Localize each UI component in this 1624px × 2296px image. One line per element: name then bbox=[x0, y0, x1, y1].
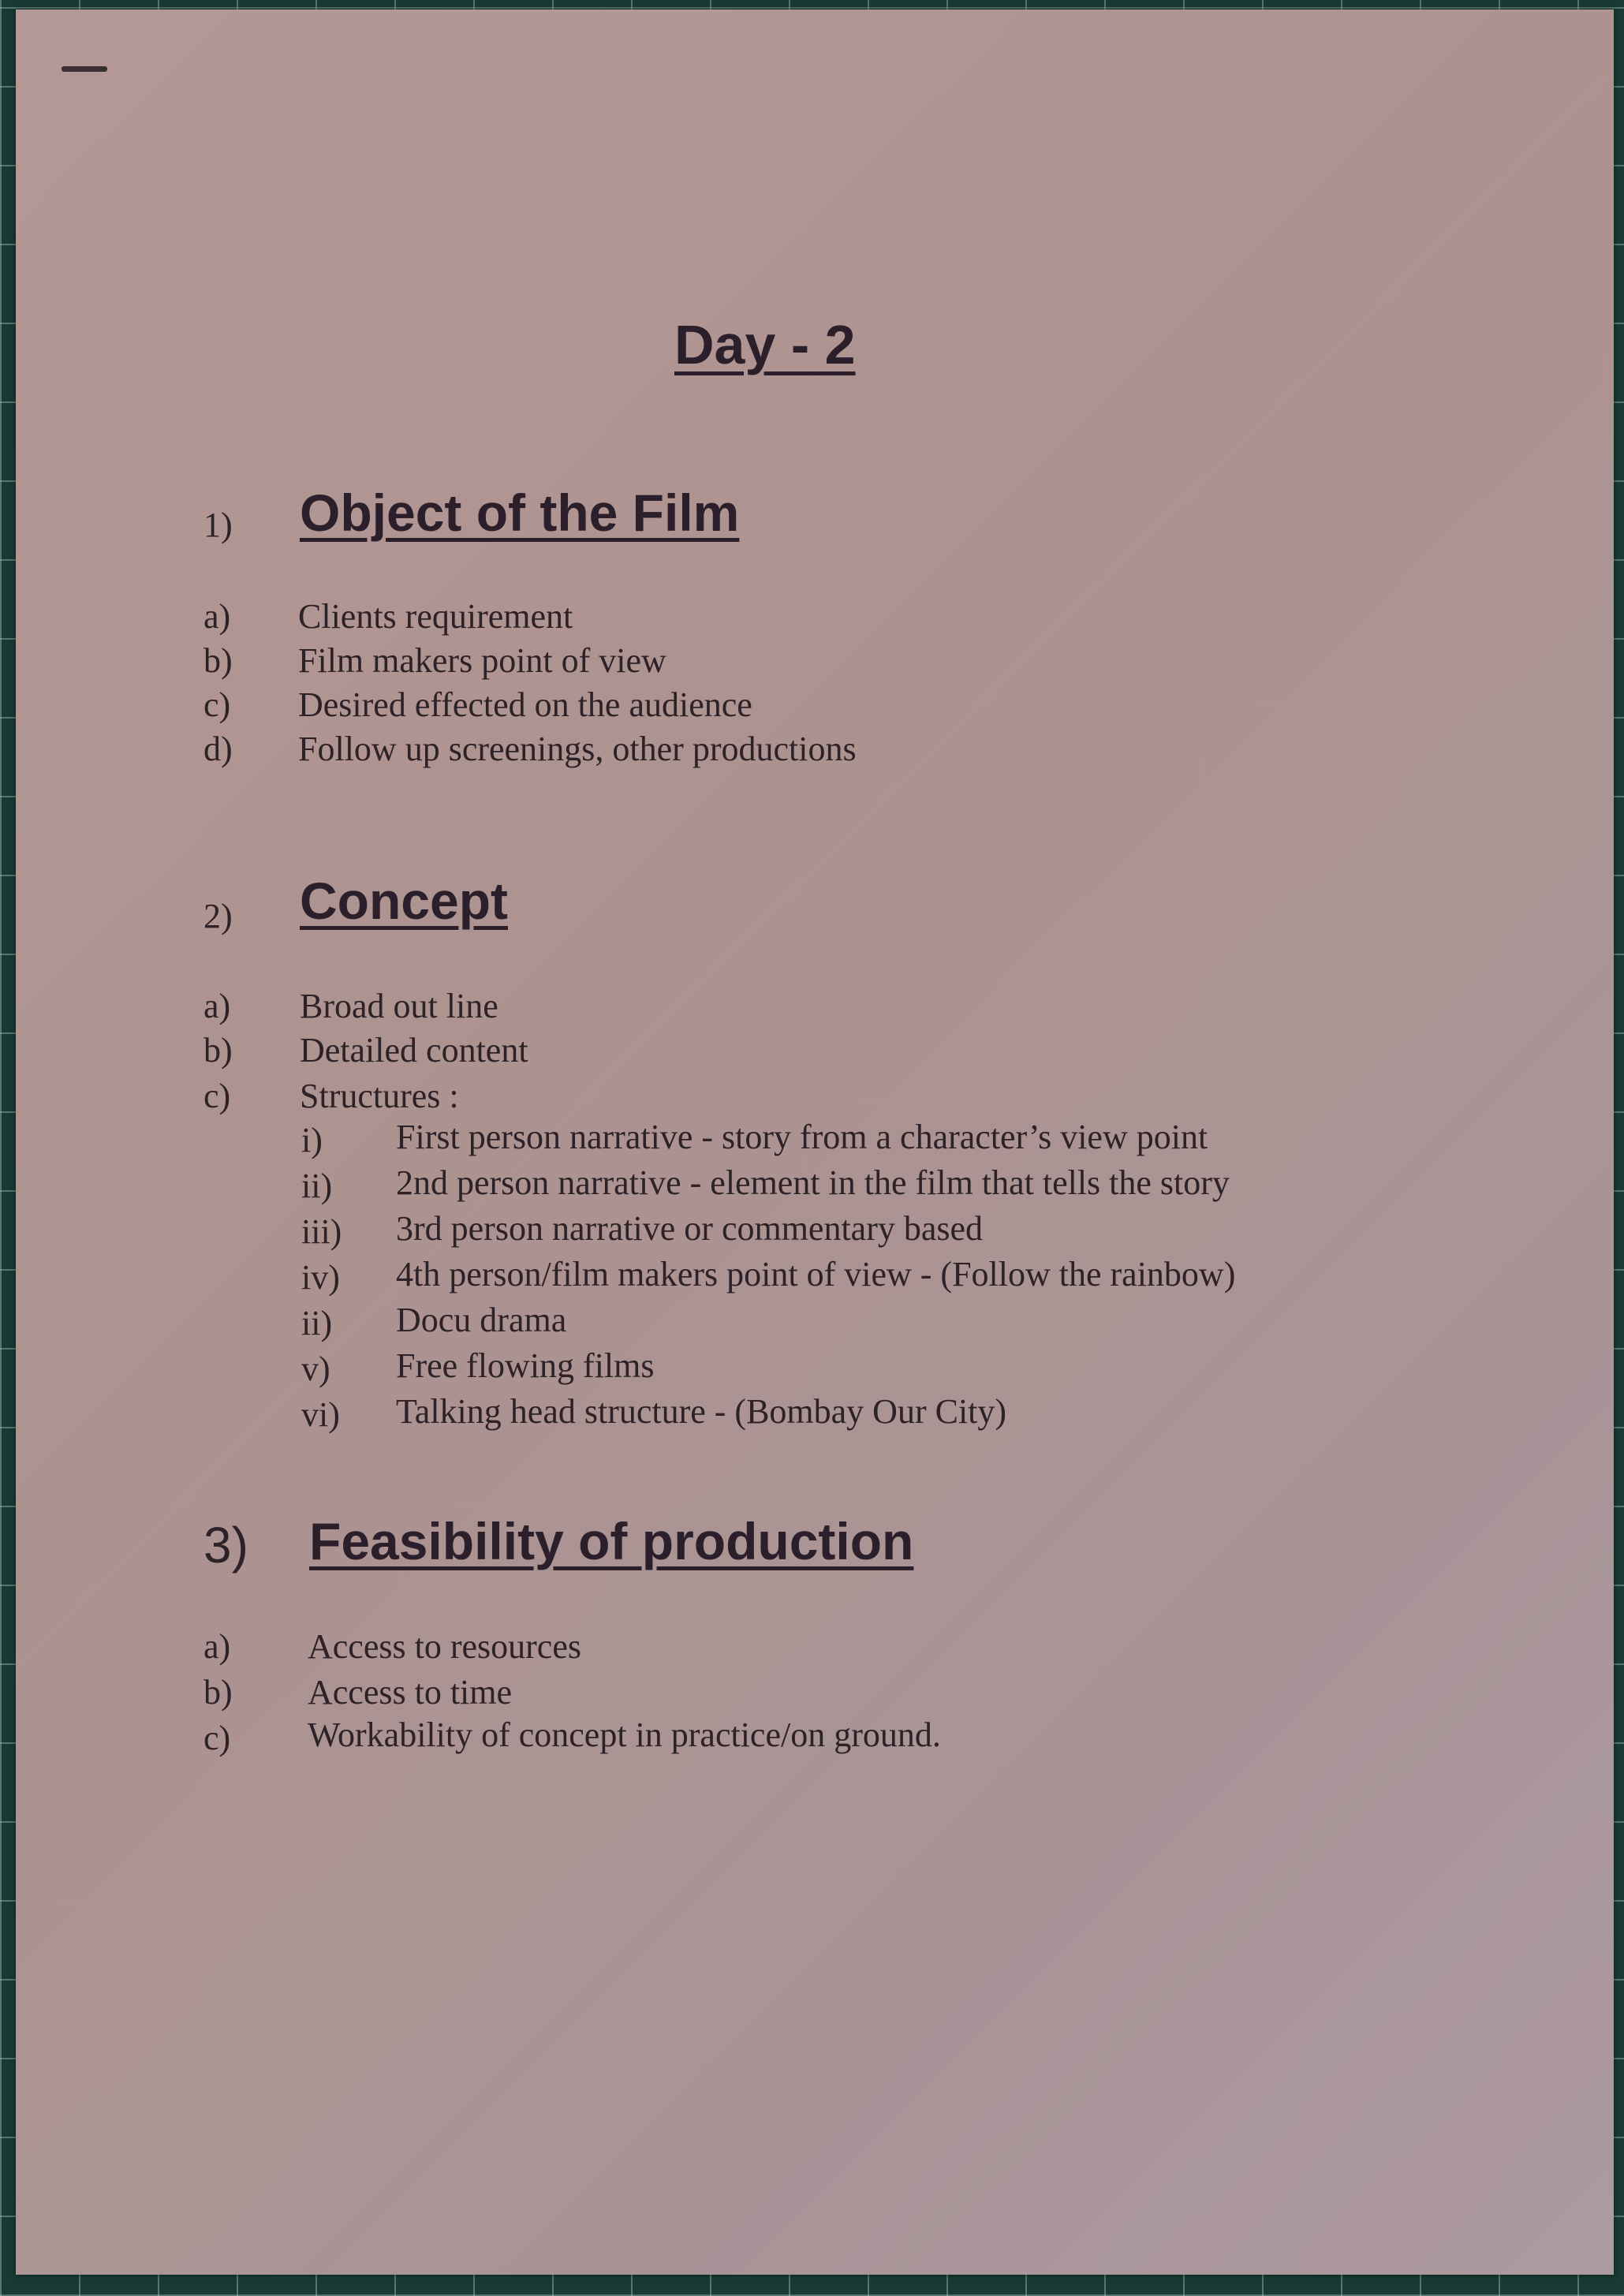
section-2-number: 2) bbox=[203, 897, 233, 935]
subitem-text: Free flowing films bbox=[396, 1346, 655, 1385]
item-marker: c) bbox=[203, 1077, 231, 1115]
item-marker: b) bbox=[203, 1673, 233, 1712]
item-text: Detailed content bbox=[300, 1031, 528, 1070]
item-marker: a) bbox=[203, 597, 231, 636]
item-marker: b) bbox=[203, 1031, 233, 1070]
subitem-marker: vi) bbox=[301, 1395, 340, 1434]
item-marker: b) bbox=[203, 641, 233, 680]
item-marker: a) bbox=[203, 1627, 231, 1666]
subitem-text: 4th person/film makers point of view - (Follow the rainbow) bbox=[396, 1255, 1236, 1294]
staple-mark bbox=[62, 66, 107, 72]
document-page bbox=[16, 9, 1614, 2275]
item-text: Access to time bbox=[308, 1673, 513, 1712]
item-text: Structures : bbox=[300, 1077, 459, 1115]
subitem-marker: iv) bbox=[301, 1258, 340, 1297]
item-text: Clients requirement bbox=[298, 597, 573, 636]
subitem-marker: ii) bbox=[301, 1167, 333, 1205]
section-1-heading: Object of the Film bbox=[300, 483, 740, 542]
item-marker: c) bbox=[203, 685, 231, 724]
section-3-heading: Feasibility of production bbox=[309, 1512, 914, 1570]
item-marker: c) bbox=[203, 1719, 231, 1757]
page-title: Day - 2 bbox=[674, 314, 856, 375]
item-text: Workability of concept in practice/on ground. bbox=[308, 1715, 941, 1754]
section-2-heading: Concept bbox=[300, 872, 508, 930]
subitem-marker: ii) bbox=[301, 1304, 333, 1342]
subitem-text: 3rd person narrative or commentary based bbox=[396, 1209, 984, 1248]
subitem-marker: v) bbox=[301, 1350, 330, 1388]
subitem-text: First person narrative - story from a character’s view point bbox=[396, 1118, 1208, 1156]
subitem-marker: i) bbox=[301, 1121, 323, 1159]
item-marker: a) bbox=[203, 987, 231, 1025]
item-text: Access to resources bbox=[308, 1627, 581, 1666]
item-text: Broad out line bbox=[300, 987, 498, 1025]
subitem-text: Talking head structure - (Bombay Our City) bbox=[396, 1392, 1007, 1431]
item-text: Follow up screenings, other productions bbox=[298, 730, 857, 768]
item-text: Film makers point of view bbox=[298, 641, 666, 680]
section-3-number: 3) bbox=[203, 1517, 248, 1574]
subitem-text: Docu drama bbox=[396, 1301, 567, 1339]
item-marker: d) bbox=[203, 730, 233, 768]
subitem-text: 2nd person narrative - element in the film that tells the story bbox=[396, 1163, 1230, 1202]
subitem-marker: iii) bbox=[301, 1212, 342, 1251]
item-text: Desired effected on the audience bbox=[298, 685, 752, 724]
section-1-number: 1) bbox=[203, 506, 233, 544]
